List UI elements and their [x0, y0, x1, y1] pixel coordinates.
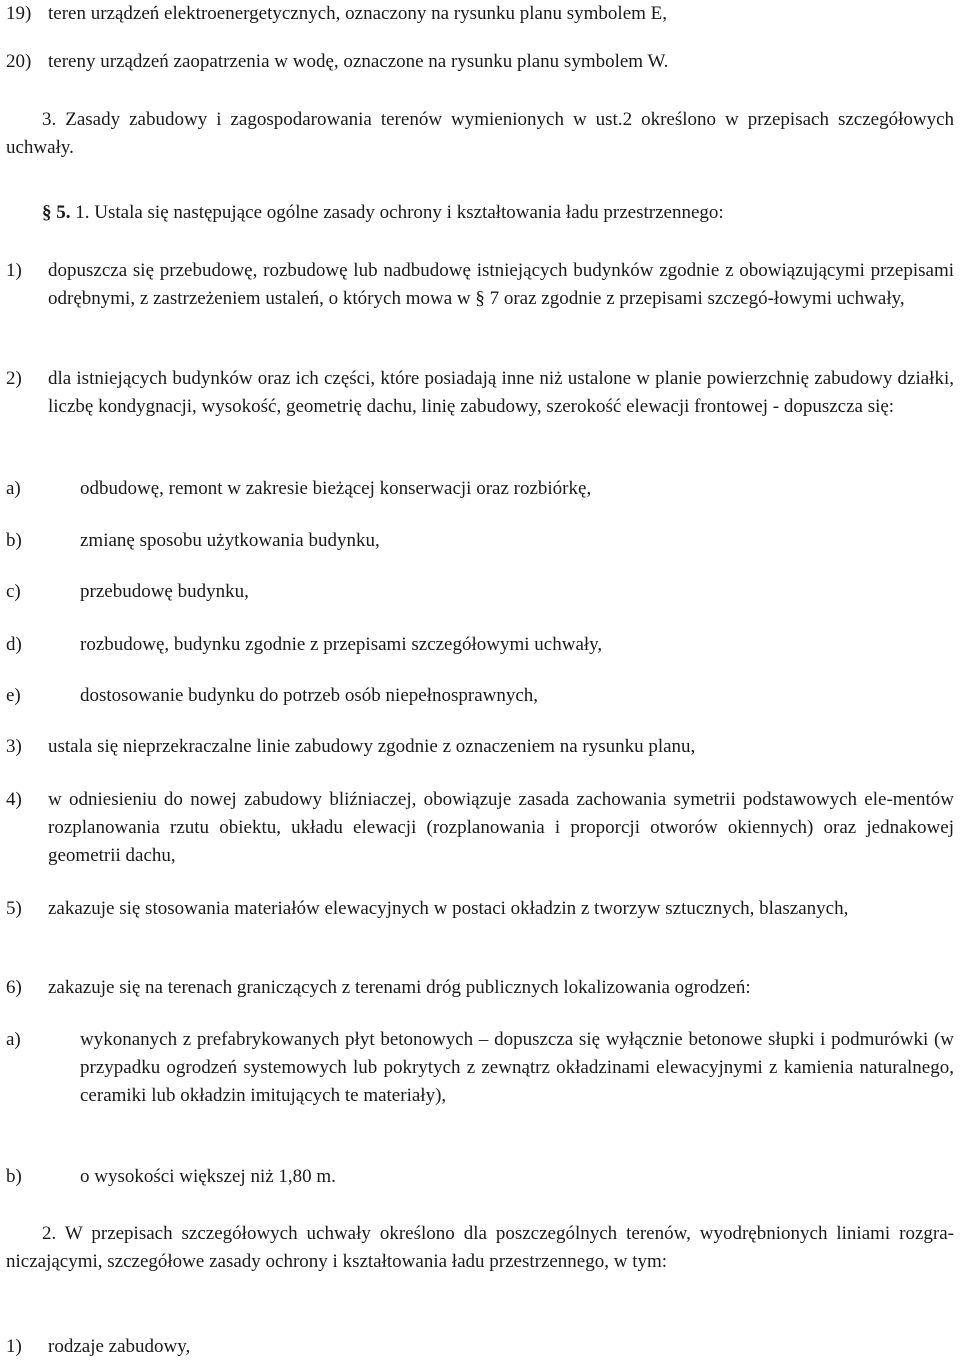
item-text: dla istniejących budynków oraz ich części, które posiadają inne niż ustalone w planie powierzchnię zabudowy działki, liczbę kondygnacji, wysokość, geometrię dachu, linię zabudowy, szerokość elewacji frontowej - dopuszcza się:	[48, 368, 954, 417]
paragraph-text: 3. Zasady zabudowy i zagospodarowania terenów wymienionych w ust.2 określono w przepisach szczegółowych uchwały.	[6, 109, 955, 158]
item-number: b)	[6, 1166, 22, 1187]
item-text: o wysokości większej niż 1,80 m.	[80, 1166, 336, 1187]
item-text: teren urządzeń elektroenergetycznych, oznaczony na rysunku planu symbolem E,	[48, 3, 668, 24]
sub-item-a-fence	[6, 1026, 954, 1110]
list-item-4	[6, 786, 954, 870]
section-5-intro	[6, 199, 954, 227]
item-number: 1)	[6, 1336, 22, 1357]
item-number: 1)	[6, 260, 22, 281]
list-item-5	[6, 895, 954, 923]
list-item-3	[6, 733, 954, 761]
item-number: 6)	[6, 977, 22, 998]
item-number: 5)	[6, 898, 22, 919]
item-text: ustala się nieprzekraczalne linie zabudowy zgodnie z oznaczeniem na rysunku planu,	[48, 736, 696, 757]
sub-item-d	[6, 631, 954, 659]
item-number: 3)	[6, 736, 22, 757]
item-number: c)	[6, 581, 21, 602]
list-item-6	[6, 974, 954, 1002]
item-number: b)	[6, 530, 22, 551]
item-text: rodzaje zabudowy,	[48, 1336, 191, 1357]
sub-item-b	[6, 527, 954, 555]
item-text: zakazuje się na terenach graniczących z terenami dróg publicznych lokalizowania ogrodzeń:	[48, 977, 751, 998]
list-item-1-zabudowa	[6, 1333, 954, 1361]
sub-item-c	[6, 578, 954, 606]
item-text: zmianę sposobu użytkowania budynku,	[80, 530, 380, 551]
paragraph-2	[6, 1220, 954, 1276]
item-number: 20)	[6, 51, 32, 72]
list-item-20	[6, 48, 954, 76]
section-mark: § 5.	[42, 202, 71, 223]
item-text: rozbudowę, budynku zgodnie z przepisami szczegółowymi uchwały,	[80, 634, 603, 655]
item-number: a)	[6, 478, 21, 499]
item-number: 19)	[6, 3, 32, 24]
list-item-19	[6, 0, 954, 28]
sub-item-e	[6, 682, 954, 710]
item-text: dostosowanie budynku do potrzeb osób niepełnosprawnych,	[80, 685, 539, 706]
paragraph-text: 2. W przepisach szczegółowych uchwały określono dla poszczególnych terenów, wyodrębnionych liniami rozgra-niczającymi, szczegółowe zasady ochrony i kształtowania ładu przestrzennego, w tym:	[6, 1223, 954, 1272]
item-text: przebudowę budynku,	[80, 581, 249, 602]
sub-item-a	[6, 475, 954, 503]
sub-item-b-fence	[6, 1163, 954, 1191]
item-text: odbudowę, remont w zakresie bieżącej konserwacji oraz rozbiórkę,	[80, 478, 592, 499]
item-text: wykonanych z prefabrykowanych płyt betonowych – dopuszcza się wyłącznie betonowe słupki i podmurówki (w przypadku ogrodzeń systemowych lub pokrytych z zewnątrz okładzinami elewacyjnymi z kamienia naturalnego, ceramiki lub okładzin imitujących te materiały),	[80, 1029, 954, 1106]
item-number: 2)	[6, 368, 22, 389]
section-text: § 5. 1. Ustala się następujące ogólne zasady ochrony i kształtowania ładu przestrzennego:	[42, 202, 724, 223]
list-item-1	[6, 257, 954, 313]
item-number: 4)	[6, 789, 22, 810]
item-number: d)	[6, 634, 22, 655]
list-item-2	[6, 365, 954, 421]
item-text: tereny urządzeń zaopatrzenia w wodę, oznaczone na rysunku planu symbolem W.	[48, 51, 669, 72]
item-number: a)	[6, 1029, 21, 1050]
item-text: dopuszcza się przebudowę, rozbudowę lub nadbudowę istniejących budynków zgodnie z obowiązującymi przepisami odrębnymi, z zastrzeżeniem ustaleń, o których mowa w § 7 oraz zgodnie z przepisami szczegó-łowymi uchwały,	[48, 260, 954, 309]
item-text: w odniesieniu do nowej zabudowy bliźniaczej, obowiązuje zasada zachowania symetrii podstawowych ele-mentów rozplanowania rzutu obiektu, układu elewacji (rozplanowania i proporcji otworów okiennych) oraz jednakowej geometrii dachu,	[48, 789, 954, 866]
item-text: zakazuje się stosowania materiałów elewacyjnych w postaci okładzin z tworzyw sztucznych, blaszanych,	[48, 898, 849, 919]
paragraph-3	[6, 106, 954, 162]
item-number: e)	[6, 685, 21, 706]
